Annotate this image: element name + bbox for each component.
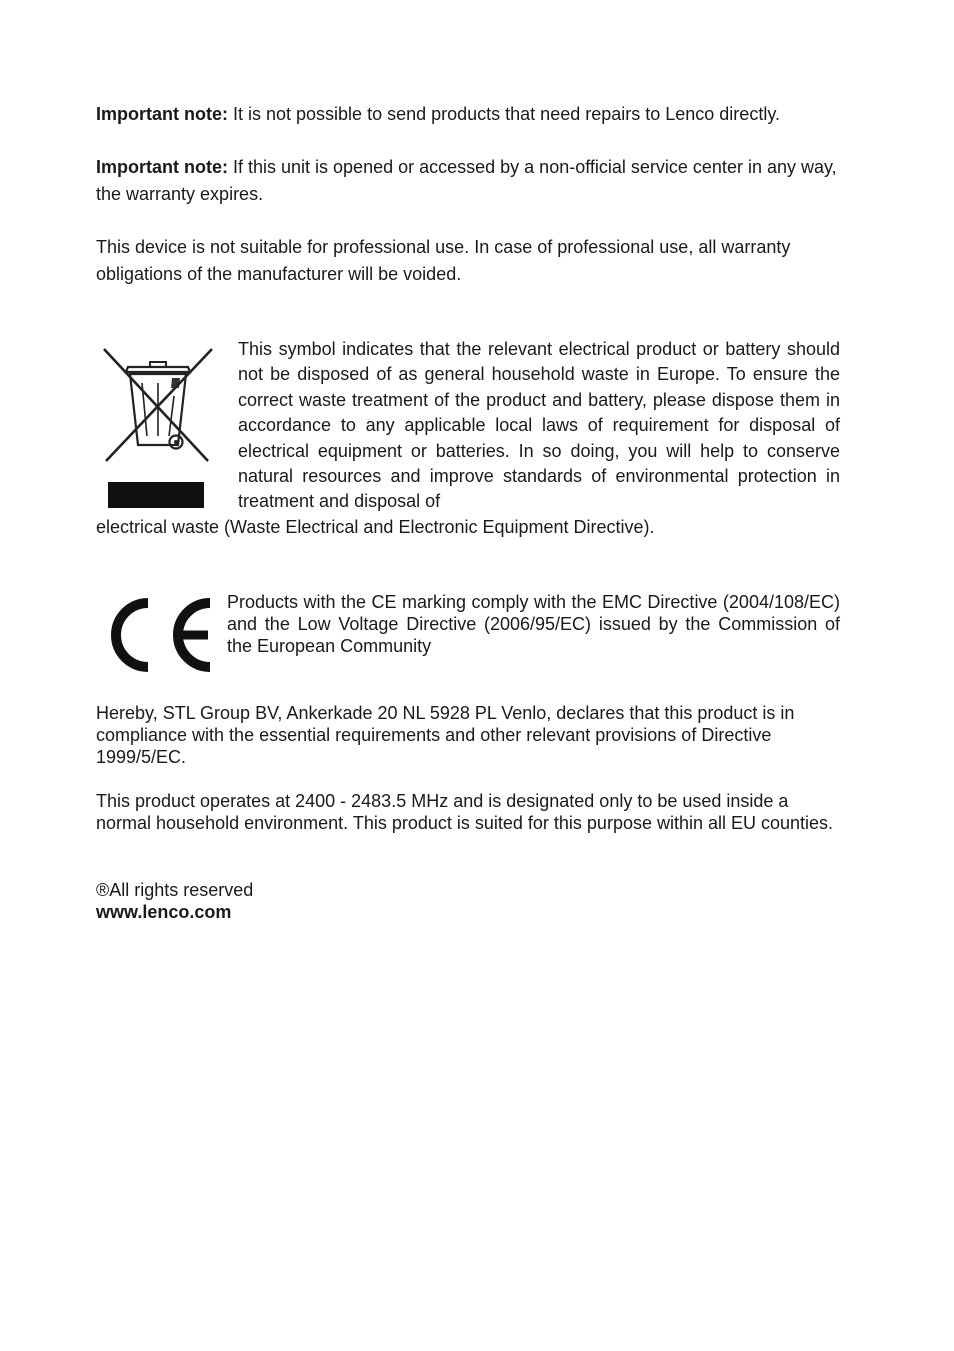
important-note-warranty [96, 154, 840, 207]
crossed-out-wheelie-bin-icon [98, 341, 218, 513]
frequency-notice: This product operates at 2400 - 2483.5 MHz and is designated only to be used inside a normal household environment. This product is suited for this purpose within all EU counties. [96, 791, 834, 833]
important-note-label: Important note: [96, 104, 228, 124]
important-note-text: It is not possible to send products that need repairs to Lenco directly. [228, 104, 780, 124]
weee-section [96, 337, 840, 540]
ce-text: Products with the CE marking comply with the EMC Directive (2004/108/EC) and the Low Voltage Directive (2006/95/EC) issued by the Commission of the European Community [227, 592, 840, 656]
weee-text-last-line: electrical waste (Waste Electrical and Electronic Equipment Directive). [96, 516, 655, 537]
weee-text: This symbol indicates that the relevant electrical product or battery should not be disposed of as general household waste in Europe. To ensure the correct waste treatment of the product and battery, please dispose them in accordance to any applicable local laws of requirement for disposal of electrical equipment or batteries. In so doing, you will help to conserve natural resources and improve standards of environmental protection in treatment and disposal of [238, 339, 840, 512]
declaration-of-conformity: Hereby, STL Group BV, Ankerkade 20 NL 5928 PL Venlo, declares that this product is in compliance with the essential requirements and other relevant provisions of Directive 1999/5/EC. [96, 703, 795, 767]
important-note-text: If this unit is opened or accessed by a non-official service center in any way, the warranty expires. [96, 157, 837, 204]
professional-use-notice: This device is not suitable for professional use. In case of professional use, all warranty obligations of the manufacturer will be voided. [96, 237, 791, 284]
all-rights-reserved: ®All rights reserved [96, 880, 254, 900]
important-note-repairs [96, 101, 840, 128]
ce-mark-icon [100, 595, 212, 675]
website-link[interactable]: www.lenco.com [96, 902, 232, 922]
important-note-label: Important note: [96, 157, 228, 177]
footer [96, 879, 840, 923]
